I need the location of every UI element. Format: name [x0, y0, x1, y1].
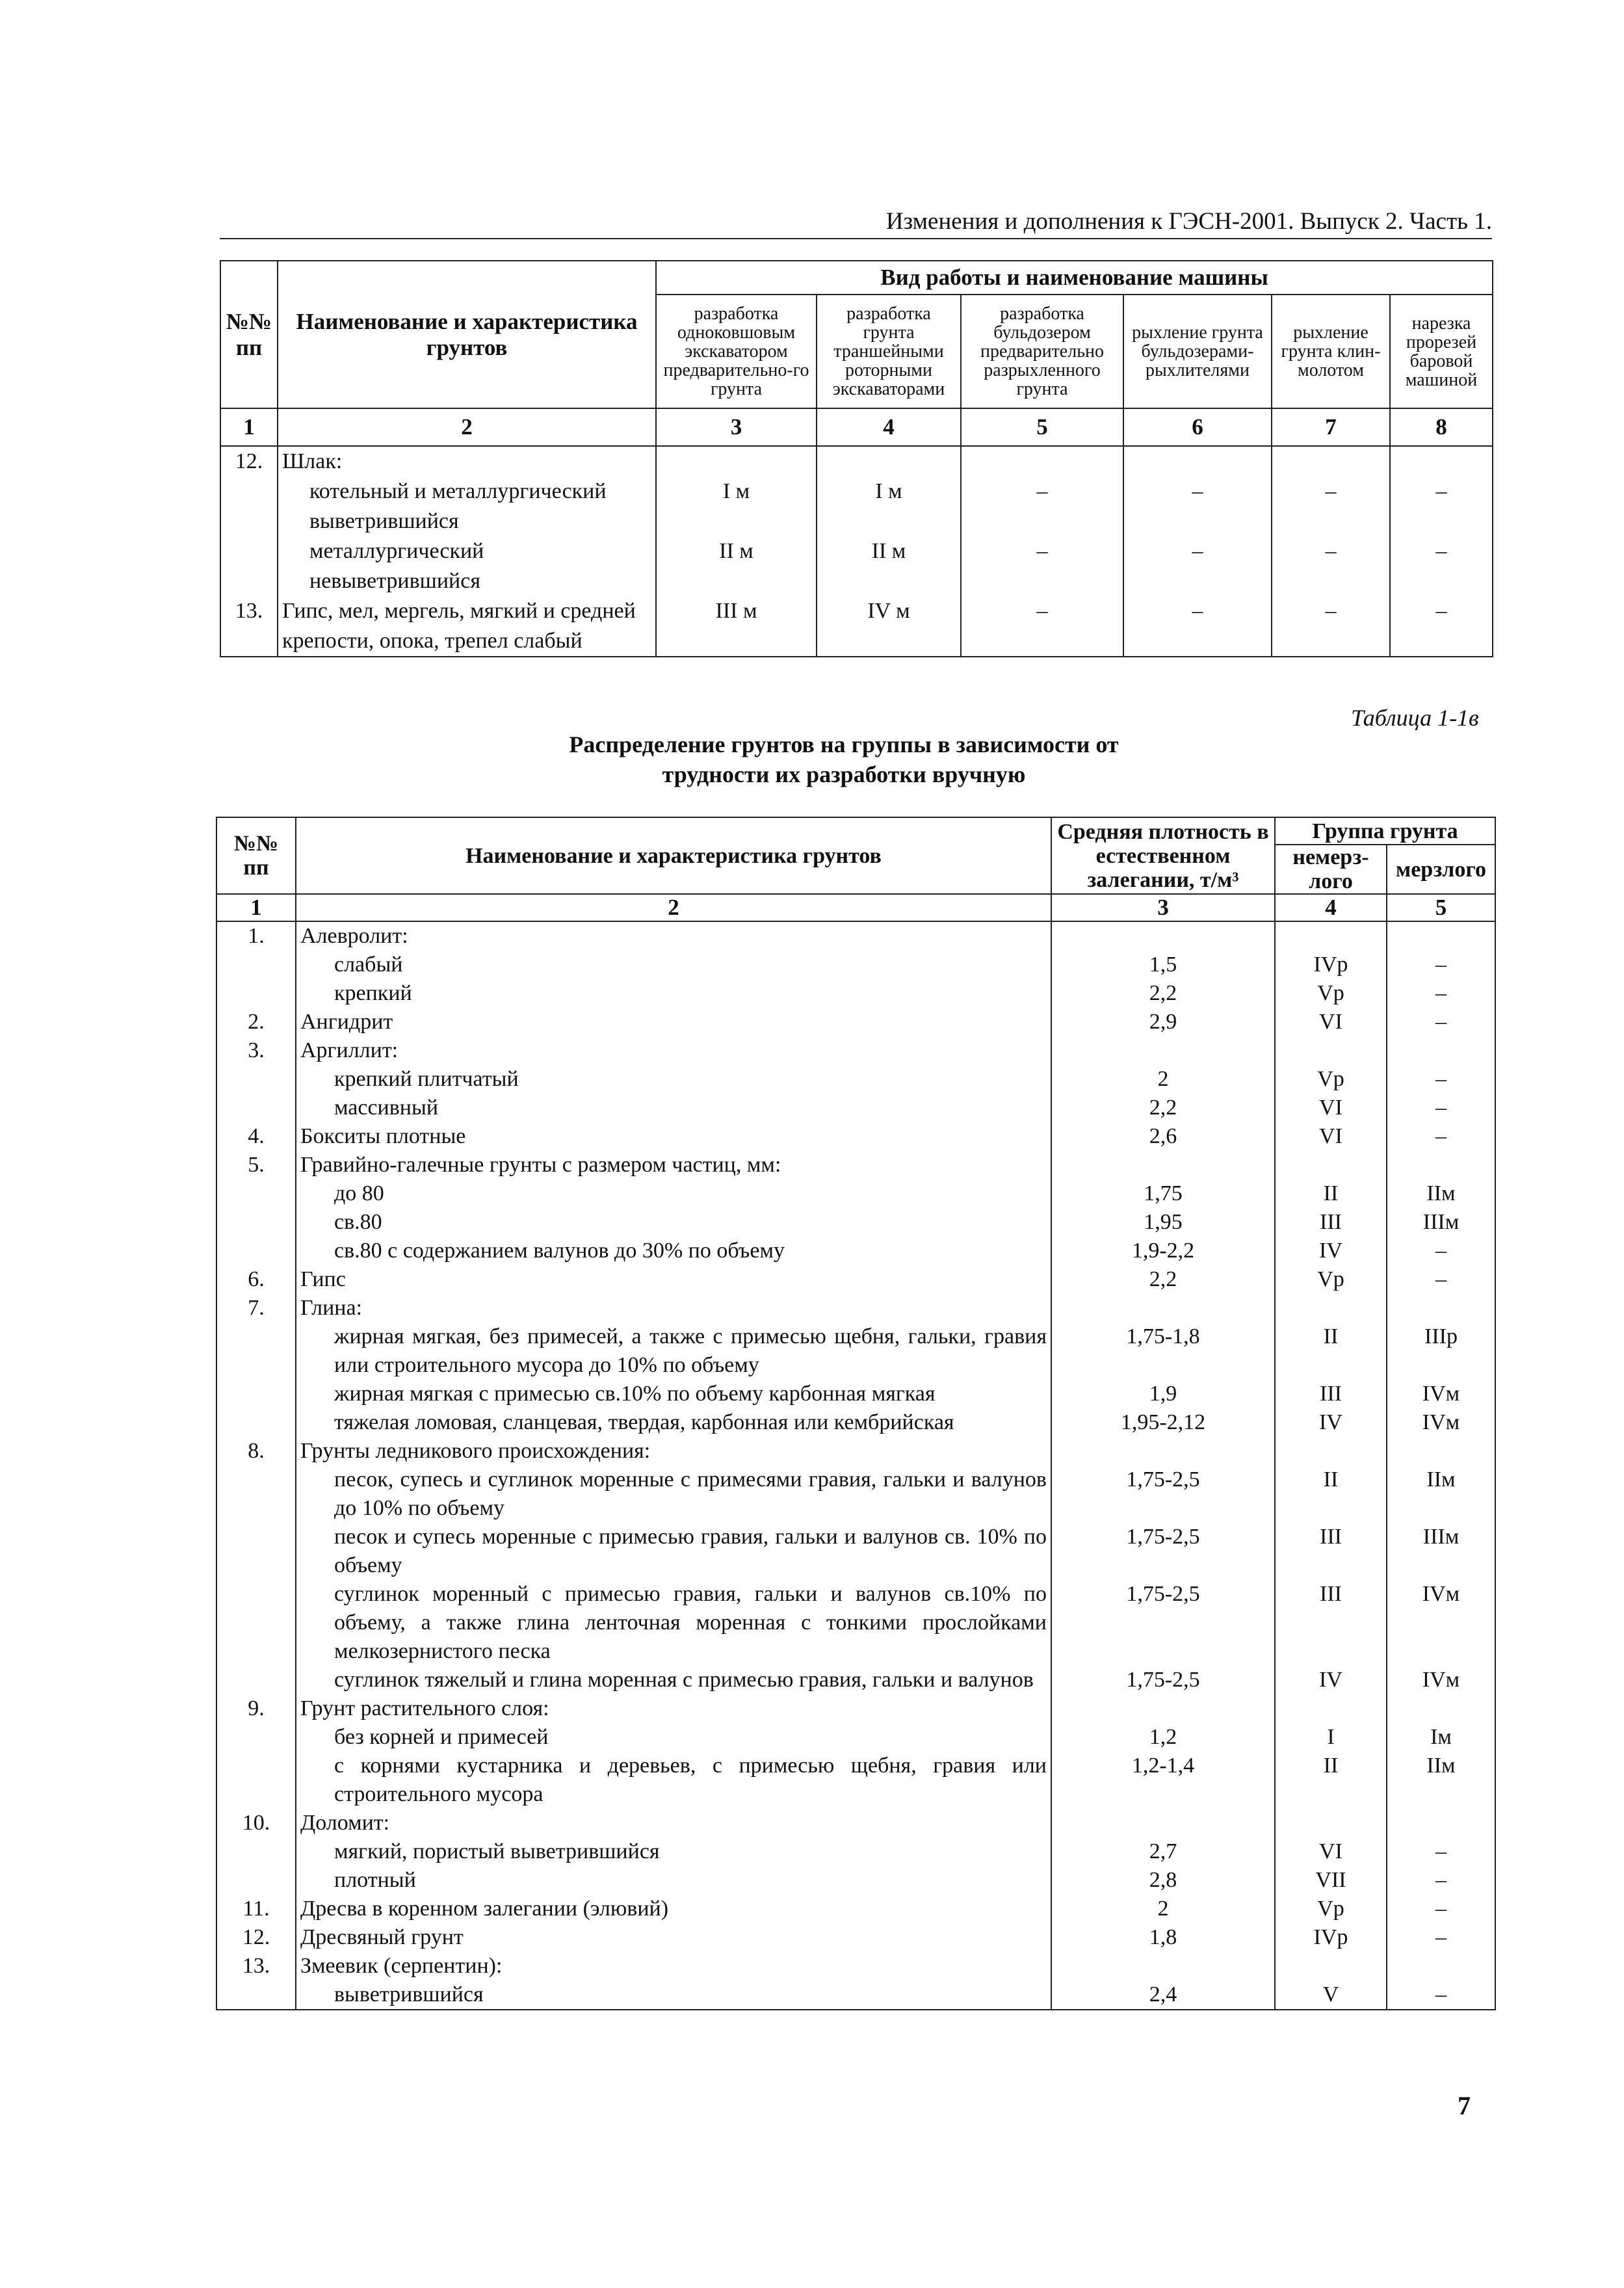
- table-row: [216, 1237, 1495, 1265]
- machine-table: [220, 260, 1493, 657]
- t2-header-name: Наименование и характеристика грунтов: [296, 817, 1051, 894]
- row-number: 6.: [216, 1265, 296, 1294]
- density-value: 1,2: [1051, 1723, 1275, 1752]
- row-value: I м: [817, 477, 961, 536]
- group-unfrozen: III: [1275, 1580, 1387, 1666]
- group-unfrozen: IV: [1275, 1408, 1387, 1437]
- group-frozen: –: [1387, 951, 1495, 979]
- group-frozen: –: [1387, 1237, 1495, 1265]
- density-value: [1051, 921, 1275, 951]
- soil-name: Аргиллит:: [296, 1036, 1051, 1065]
- group-unfrozen: [1275, 1294, 1387, 1322]
- table-row: [216, 1895, 1495, 1923]
- table-row: [216, 1694, 1495, 1723]
- soil-name: жирная мягкая с примесью св.10% по объему карбонная мягкая: [296, 1380, 1051, 1408]
- table-row: [216, 1208, 1495, 1237]
- group-frozen: Iм: [1387, 1723, 1495, 1752]
- group-unfrozen: VI: [1275, 1122, 1387, 1151]
- group-unfrozen: III: [1275, 1208, 1387, 1237]
- table-row: [216, 1580, 1495, 1666]
- soil-name: без корней и примесей: [296, 1723, 1051, 1752]
- group-unfrozen: VI: [1275, 1837, 1387, 1866]
- group-unfrozen: [1275, 921, 1387, 951]
- density-value: 1,75-2,5: [1051, 1580, 1275, 1666]
- soil-name: Грунт растительного слоя:: [296, 1694, 1051, 1723]
- machine-header: разработка одноковшовым экскаватором предварительно-го грунта: [656, 295, 817, 408]
- table-row: [220, 596, 1493, 657]
- table-row: [216, 1723, 1495, 1752]
- table-row: [216, 1008, 1495, 1036]
- group-unfrozen: V: [1275, 1980, 1387, 2010]
- t2-header-density-text: Средняя плотность в естественном залегании, т/м³: [1057, 819, 1269, 892]
- group-frozen: IIм: [1387, 1179, 1495, 1208]
- table-row: [216, 1322, 1495, 1380]
- t2-header-frozen: мерзлого: [1387, 845, 1495, 894]
- density-value: 2,7: [1051, 1837, 1275, 1866]
- table-title: Распределение грунтов на группы в зависимости от трудности их разработки вручную: [569, 731, 1119, 787]
- density-value: 2,8: [1051, 1866, 1275, 1895]
- row-value: [961, 446, 1123, 477]
- density-value: 1,75-2,5: [1051, 1666, 1275, 1694]
- group-unfrozen: Vр: [1275, 1065, 1387, 1094]
- table-row: [216, 1809, 1495, 1837]
- soil-name: Дресва в коренном залегании (элювий): [296, 1895, 1051, 1923]
- density-value: 1,75-2,5: [1051, 1523, 1275, 1580]
- density-value: [1051, 1952, 1275, 1980]
- row-number: [216, 1208, 296, 1237]
- soil-groups-table: [216, 817, 1496, 2010]
- row-number: [216, 1980, 296, 2010]
- group-frozen: –: [1387, 1065, 1495, 1094]
- running-header: Изменения и дополнения к ГЭСН-2001. Выпуск 2. Часть 1.: [220, 207, 1492, 239]
- group-frozen: [1387, 1809, 1495, 1837]
- group-frozen: –: [1387, 1122, 1495, 1151]
- soil-name: Грунты ледникового происхождения:: [296, 1437, 1051, 1466]
- row-number: 7.: [216, 1294, 296, 1322]
- row-number: 2.: [216, 1008, 296, 1036]
- row-number: [216, 1523, 296, 1580]
- column-number: 4: [817, 408, 961, 446]
- row-name: Гипс, мел, мергель, мягкий и средней крепости, опока, трепел слабый: [278, 596, 656, 657]
- group-frozen: IIIр: [1387, 1322, 1495, 1380]
- soil-name: крепкий: [296, 979, 1051, 1008]
- table-row: [216, 921, 1495, 951]
- density-value: 2: [1051, 1065, 1275, 1094]
- group-frozen: [1387, 921, 1495, 951]
- group-unfrozen: II: [1275, 1466, 1387, 1523]
- soil-name: суглинок моренный с примесью гравия, гальки и валунов св.10% по объему, а также глина ленточная моренная с тонкими прослойками мелкозернистого песка: [296, 1580, 1051, 1666]
- row-value: [656, 446, 817, 477]
- column-number: 6: [1123, 408, 1272, 446]
- group-unfrozen: II: [1275, 1179, 1387, 1208]
- group-frozen: [1387, 1437, 1495, 1466]
- group-frozen: –: [1387, 1094, 1495, 1122]
- machine-header: нарезка прорезей баровой машиной: [1390, 295, 1493, 408]
- row-value: [1390, 446, 1493, 477]
- column-number: 4: [1275, 894, 1387, 921]
- group-unfrozen: IV: [1275, 1666, 1387, 1694]
- row-value: –: [1390, 536, 1493, 596]
- row-number: 13.: [220, 596, 278, 657]
- group-unfrozen: [1275, 1694, 1387, 1723]
- group-frozen: IVм: [1387, 1580, 1495, 1666]
- density-value: 2: [1051, 1895, 1275, 1923]
- row-number: [216, 1237, 296, 1265]
- column-number: 3: [1051, 894, 1275, 921]
- density-value: [1051, 1437, 1275, 1466]
- soil-name: суглинок тяжелый и глина моренная с примесью гравия, гальки и валунов: [296, 1666, 1051, 1694]
- row-value: IV м: [817, 596, 961, 657]
- density-value: 1,5: [1051, 951, 1275, 979]
- row-number: [216, 1866, 296, 1895]
- row-value: –: [1272, 536, 1390, 596]
- page-number: 7: [1458, 2091, 1471, 2120]
- density-value: [1051, 1694, 1275, 1723]
- row-value: II м: [656, 536, 817, 596]
- soil-name: св.80: [296, 1208, 1051, 1237]
- table-row: [216, 979, 1495, 1008]
- density-value: 1,75-1,8: [1051, 1322, 1275, 1380]
- group-frozen: IIIм: [1387, 1523, 1495, 1580]
- soil-name: до 80: [296, 1179, 1051, 1208]
- table-row: [216, 1523, 1495, 1580]
- group-frozen: IIм: [1387, 1752, 1495, 1809]
- density-value: [1051, 1151, 1275, 1179]
- row-number: 12.: [220, 446, 278, 477]
- machine-header: разработка бульдозером предварительно разрыхленного грунта: [961, 295, 1123, 408]
- group-frozen: –: [1387, 1923, 1495, 1952]
- table-row: [216, 1866, 1495, 1895]
- group-unfrozen: IV: [1275, 1237, 1387, 1265]
- row-number: 12.: [216, 1923, 296, 1952]
- soil-name: Ангидрит: [296, 1008, 1051, 1036]
- group-unfrozen: Vр: [1275, 979, 1387, 1008]
- group-unfrozen: III: [1275, 1523, 1387, 1580]
- group-frozen: IVм: [1387, 1666, 1495, 1694]
- row-number: 8.: [216, 1437, 296, 1466]
- group-frozen: [1387, 1294, 1495, 1322]
- soil-name: Гравийно-галечные грунты с размером частиц, мм:: [296, 1151, 1051, 1179]
- group-frozen: –: [1387, 1895, 1495, 1923]
- row-value: II м: [817, 536, 961, 596]
- table-row: [216, 1980, 1495, 2010]
- table-row: [220, 446, 1493, 477]
- soil-name: Бокситы плотные: [296, 1122, 1051, 1151]
- group-frozen: [1387, 1952, 1495, 1980]
- row-value: –: [1123, 596, 1272, 657]
- row-value: –: [961, 596, 1123, 657]
- row-name: металлургический невыветрившийся: [278, 536, 656, 596]
- row-number: 11.: [216, 1895, 296, 1923]
- column-number: 2: [296, 894, 1051, 921]
- column-number: 1: [216, 894, 296, 921]
- group-frozen: –: [1387, 979, 1495, 1008]
- column-number: 2: [278, 408, 656, 446]
- column-number: 3: [656, 408, 817, 446]
- group-frozen: [1387, 1694, 1495, 1723]
- t2-header-group: Группа грунта: [1275, 817, 1495, 845]
- row-value: –: [1272, 596, 1390, 657]
- soil-name: Дресвяный грунт: [296, 1923, 1051, 1952]
- soil-name: Глина:: [296, 1294, 1051, 1322]
- density-value: 1,2-1,4: [1051, 1752, 1275, 1809]
- group-unfrozen: VI: [1275, 1008, 1387, 1036]
- table-row: [220, 536, 1493, 596]
- density-value: [1051, 1809, 1275, 1837]
- row-number: [216, 1580, 296, 1666]
- t1-header-no: №№ пп: [220, 261, 278, 408]
- row-value: –: [1123, 536, 1272, 596]
- row-value: [817, 446, 961, 477]
- row-value: [1272, 446, 1390, 477]
- row-number: [216, 951, 296, 979]
- t2-header-density: [1051, 817, 1275, 894]
- row-number: 1.: [216, 921, 296, 951]
- group-unfrozen: [1275, 1952, 1387, 1980]
- row-number: [216, 1065, 296, 1094]
- soil-name: слабый: [296, 951, 1051, 979]
- soil-name: массивный: [296, 1094, 1051, 1122]
- table-row: [216, 951, 1495, 979]
- t1-header-name: Наименование и характеристика грунтов: [278, 261, 656, 408]
- soil-name: мягкий, пористый выветрившийся: [296, 1837, 1051, 1866]
- row-name: Шлак:: [278, 446, 656, 477]
- t2-header-no: №№ пп: [216, 817, 296, 894]
- density-value: 1,9-2,2: [1051, 1237, 1275, 1265]
- t1-header-group: Вид работы и наименование машины: [656, 261, 1493, 295]
- soil-name: Гипс: [296, 1265, 1051, 1294]
- soil-name: тяжелая ломовая, сланцевая, твердая, карбонная или кембрийская: [296, 1408, 1051, 1437]
- soil-name: выветрившийся: [296, 1980, 1051, 2010]
- soil-name: песок и супесь моренные с примесью гравия, гальки и валунов св. 10% по объему: [296, 1523, 1051, 1580]
- soil-name: песок, супесь и суглинок моренные с примесями гравия, гальки и валунов до 10% по объему: [296, 1466, 1051, 1523]
- machine-header: рыхление грунта клин-молотом: [1272, 295, 1390, 408]
- column-number: 1: [220, 408, 278, 446]
- table-row: [216, 1952, 1495, 1980]
- table-row: [216, 1752, 1495, 1809]
- group-frozen: –: [1387, 1866, 1495, 1895]
- density-value: [1051, 1294, 1275, 1322]
- table-row: [216, 1094, 1495, 1122]
- table-row: [216, 1437, 1495, 1466]
- soil-name: Змеевик (серпентин):: [296, 1952, 1051, 1980]
- row-number: 10.: [216, 1809, 296, 1837]
- group-unfrozen: IVр: [1275, 1923, 1387, 1952]
- row-value: –: [1123, 477, 1272, 536]
- table-row: [216, 1065, 1495, 1094]
- group-frozen: [1387, 1151, 1495, 1179]
- soil-name: плотный: [296, 1866, 1051, 1895]
- column-number: 8: [1390, 408, 1493, 446]
- group-unfrozen: [1275, 1437, 1387, 1466]
- table-row: [216, 1179, 1495, 1208]
- machine-header: разработка грунта траншейными роторными экскаваторами: [817, 295, 961, 408]
- group-unfrozen: I: [1275, 1723, 1387, 1752]
- group-frozen: –: [1387, 1837, 1495, 1866]
- column-number: 7: [1272, 408, 1390, 446]
- row-number: [216, 1723, 296, 1752]
- row-number: [220, 477, 278, 536]
- group-unfrozen: II: [1275, 1322, 1387, 1380]
- group-frozen: [1387, 1036, 1495, 1065]
- soil-name: жирная мягкая, без примесей, а также с примесью щебня, гальки, гравия или строительного мусора до 10% по объему: [296, 1322, 1051, 1380]
- group-unfrozen: III: [1275, 1380, 1387, 1408]
- density-value: [1051, 1036, 1275, 1065]
- machine-header: рыхление грунта бульдозерами-рыхлителями: [1123, 295, 1272, 408]
- table-caption: Таблица 1-1в: [1351, 705, 1479, 731]
- row-value: –: [961, 477, 1123, 536]
- row-value: I м: [656, 477, 817, 536]
- row-number: [216, 1179, 296, 1208]
- table-row: [216, 1666, 1495, 1694]
- group-unfrozen: VI: [1275, 1094, 1387, 1122]
- group-unfrozen: IVр: [1275, 951, 1387, 979]
- density-value: 1,95: [1051, 1208, 1275, 1237]
- row-number: 9.: [216, 1694, 296, 1723]
- table-row: [216, 1151, 1495, 1179]
- row-number: [216, 1322, 296, 1380]
- row-number: [216, 1094, 296, 1122]
- row-number: 3.: [216, 1036, 296, 1065]
- soil-name: Алевролит:: [296, 921, 1051, 951]
- row-value: –: [1390, 596, 1493, 657]
- table-row: [216, 1923, 1495, 1952]
- row-name: котельный и металлургический выветрившийся: [278, 477, 656, 536]
- density-value: 1,75: [1051, 1179, 1275, 1208]
- group-unfrozen: [1275, 1809, 1387, 1837]
- row-value: –: [1390, 477, 1493, 536]
- group-unfrozen: [1275, 1151, 1387, 1179]
- table-row: [216, 1036, 1495, 1065]
- soil-name: Доломит:: [296, 1809, 1051, 1837]
- density-value: 2,2: [1051, 1094, 1275, 1122]
- density-value: 1,9: [1051, 1380, 1275, 1408]
- row-number: 13.: [216, 1952, 296, 1980]
- table-row: [216, 1466, 1495, 1523]
- table-row: [216, 1408, 1495, 1437]
- row-number: [216, 1752, 296, 1809]
- group-unfrozen: [1275, 1036, 1387, 1065]
- table-row: [216, 1380, 1495, 1408]
- row-value: –: [961, 536, 1123, 596]
- group-frozen: –: [1387, 1265, 1495, 1294]
- density-value: 2,9: [1051, 1008, 1275, 1036]
- column-number: 5: [961, 408, 1123, 446]
- density-value: 2,4: [1051, 1980, 1275, 2010]
- table-row: [220, 477, 1493, 536]
- soil-name: с корнями кустарника и деревьев, с примесью щебня, гравия или строительного мусора: [296, 1752, 1051, 1809]
- group-frozen: –: [1387, 1008, 1495, 1036]
- row-number: [216, 1408, 296, 1437]
- group-frozen: –: [1387, 1980, 1495, 2010]
- group-unfrozen: Vр: [1275, 1895, 1387, 1923]
- row-number: [220, 536, 278, 596]
- group-unfrozen: Vр: [1275, 1265, 1387, 1294]
- table-row: [216, 1265, 1495, 1294]
- group-frozen: IIIм: [1387, 1208, 1495, 1237]
- table-row: [216, 1122, 1495, 1151]
- column-number: 5: [1387, 894, 1495, 921]
- row-number: [216, 1837, 296, 1866]
- density-value: 1,95-2,12: [1051, 1408, 1275, 1437]
- group-unfrozen: II: [1275, 1752, 1387, 1809]
- soil-name: крепкий плитчатый: [296, 1065, 1051, 1094]
- table-row: [216, 1294, 1495, 1322]
- group-frozen: IVм: [1387, 1380, 1495, 1408]
- density-value: 1,75-2,5: [1051, 1466, 1275, 1523]
- table-row: [216, 1837, 1495, 1866]
- group-unfrozen: VII: [1275, 1866, 1387, 1895]
- row-number: 4.: [216, 1122, 296, 1151]
- group-frozen: IVм: [1387, 1408, 1495, 1437]
- row-value: [1123, 446, 1272, 477]
- row-number: [216, 1466, 296, 1523]
- row-number: [216, 979, 296, 1008]
- soil-name: св.80 с содержанием валунов до 30% по объему: [296, 1237, 1051, 1265]
- density-value: 2,2: [1051, 1265, 1275, 1294]
- density-value: 2,6: [1051, 1122, 1275, 1151]
- t2-header-unfrozen: немерз-лого: [1275, 845, 1387, 894]
- density-value: 1,8: [1051, 1923, 1275, 1952]
- row-number: [216, 1666, 296, 1694]
- group-frozen: IIм: [1387, 1466, 1495, 1523]
- row-number: 5.: [216, 1151, 296, 1179]
- row-value: III м: [656, 596, 817, 657]
- density-value: 2,2: [1051, 979, 1275, 1008]
- row-number: [216, 1380, 296, 1408]
- row-value: –: [1272, 477, 1390, 536]
